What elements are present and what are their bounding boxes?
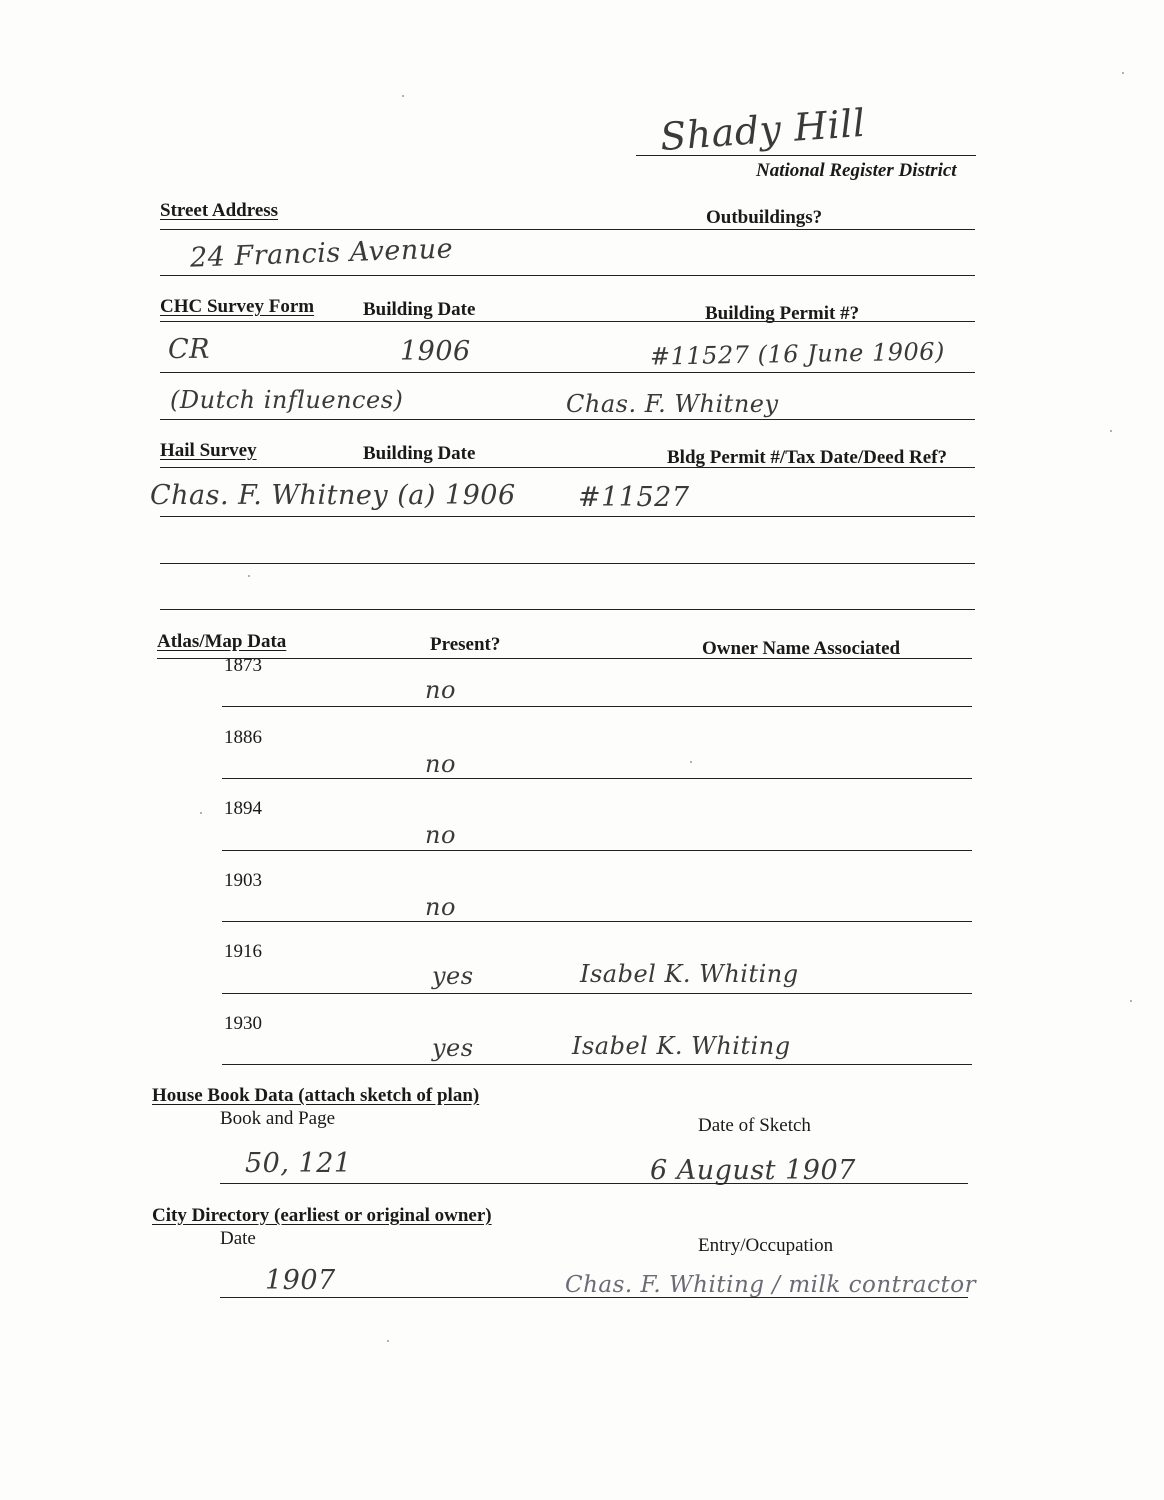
scan-speck (387, 1340, 389, 1342)
district-label: National Register District (756, 160, 957, 181)
atlas-present-value: no (425, 676, 456, 704)
atlas-row-rule (222, 1064, 972, 1065)
house-book-rule (220, 1183, 968, 1184)
atlas-owner-value: Isabel K. Whiting (572, 1032, 791, 1060)
atlas-row-rule (222, 850, 972, 851)
atlas-present-value: no (425, 893, 456, 921)
scan-speck (1130, 1000, 1132, 1002)
city-directory-rule (220, 1297, 968, 1298)
chc-header-rule (160, 321, 975, 322)
scan-speck (248, 575, 250, 577)
district-rule (636, 155, 976, 156)
city-directory-label: City Directory (earliest or original owner) (152, 1205, 492, 1226)
atlas-present-label: Present? (430, 634, 501, 655)
district-name-handwritten: Shady Hill (658, 100, 867, 160)
atlas-year: 1886 (224, 727, 262, 748)
chc-building-date-label: Building Date (363, 299, 476, 320)
atlas-row-rule (222, 778, 972, 779)
atlas-row-rule (222, 921, 972, 922)
chc-line2 (160, 372, 975, 373)
scan-speck (1110, 430, 1112, 432)
hail-building-date-label: Building Date (363, 443, 476, 464)
chc-style-value: (Dutch influences) (170, 386, 404, 414)
hail-line4 (160, 609, 975, 610)
hail-line3 (160, 563, 975, 564)
atlas-row-rule (222, 993, 972, 994)
street-address-value: 24 Francis Avenue (189, 233, 454, 274)
atlas-year: 1916 (224, 941, 262, 962)
directory-date-label: Date (220, 1228, 256, 1249)
scan-speck (690, 761, 692, 763)
chc-date-value: 1906 (400, 336, 471, 367)
atlas-year: 1903 (224, 870, 262, 891)
scan-speck (200, 812, 202, 814)
directory-entry-value: Chas. F. Whiting / milk contractor (565, 1272, 977, 1298)
atlas-year: 1894 (224, 798, 262, 819)
atlas-owner-label: Owner Name Associated (702, 638, 901, 659)
hail-header-rule (160, 467, 975, 468)
atlas-present-value: yes (432, 1034, 474, 1062)
atlas-row-rule (222, 706, 972, 707)
directory-date-value: 1907 (265, 1265, 336, 1296)
street-address-rule (160, 229, 975, 230)
hail-value: Chas. F. Whitney (a) 1906 (150, 480, 516, 511)
atlas-year: 1930 (224, 1013, 262, 1034)
directory-entry-label: Entry/Occupation (698, 1235, 834, 1256)
street-address-line2 (160, 275, 975, 276)
scan-speck (1122, 72, 1124, 74)
hail-line2 (160, 516, 975, 517)
hail-survey-label: Hail Survey (160, 440, 257, 461)
street-address-label: Street Address (160, 200, 279, 221)
house-book-label: House Book Data (attach sketch of plan) (152, 1085, 480, 1106)
atlas-header-rule (157, 658, 972, 659)
chc-survey-form-label: CHC Survey Form (160, 296, 315, 317)
outbuildings-label: Outbuildings? (706, 207, 823, 228)
sketch-date-label: Date of Sketch (698, 1115, 811, 1136)
atlas-present-value: yes (432, 962, 474, 990)
hail-ref-value: #11527 (578, 482, 690, 513)
hail-ref-label: Bldg Permit #/Tax Date/Deed Ref? (667, 447, 948, 468)
chc-architect-value: Chas. F. Whitney (566, 390, 779, 418)
chc-line3 (160, 419, 975, 420)
scan-speck (402, 95, 404, 97)
chc-building-permit-label: Building Permit #? (705, 303, 860, 324)
sketch-date-value: 6 August 1907 (650, 1155, 856, 1186)
book-page-value: 50, 121 (245, 1148, 352, 1179)
atlas-year: 1873 (224, 655, 262, 676)
chc-form-value: CR (168, 334, 210, 365)
atlas-label: Atlas/Map Data (157, 631, 287, 652)
chc-permit-value: #11527 (16 June 1906) (649, 337, 946, 371)
atlas-owner-value: Isabel K. Whiting (580, 960, 799, 988)
atlas-present-value: no (425, 750, 456, 778)
book-page-label: Book and Page (220, 1108, 336, 1129)
atlas-present-value: no (425, 821, 456, 849)
